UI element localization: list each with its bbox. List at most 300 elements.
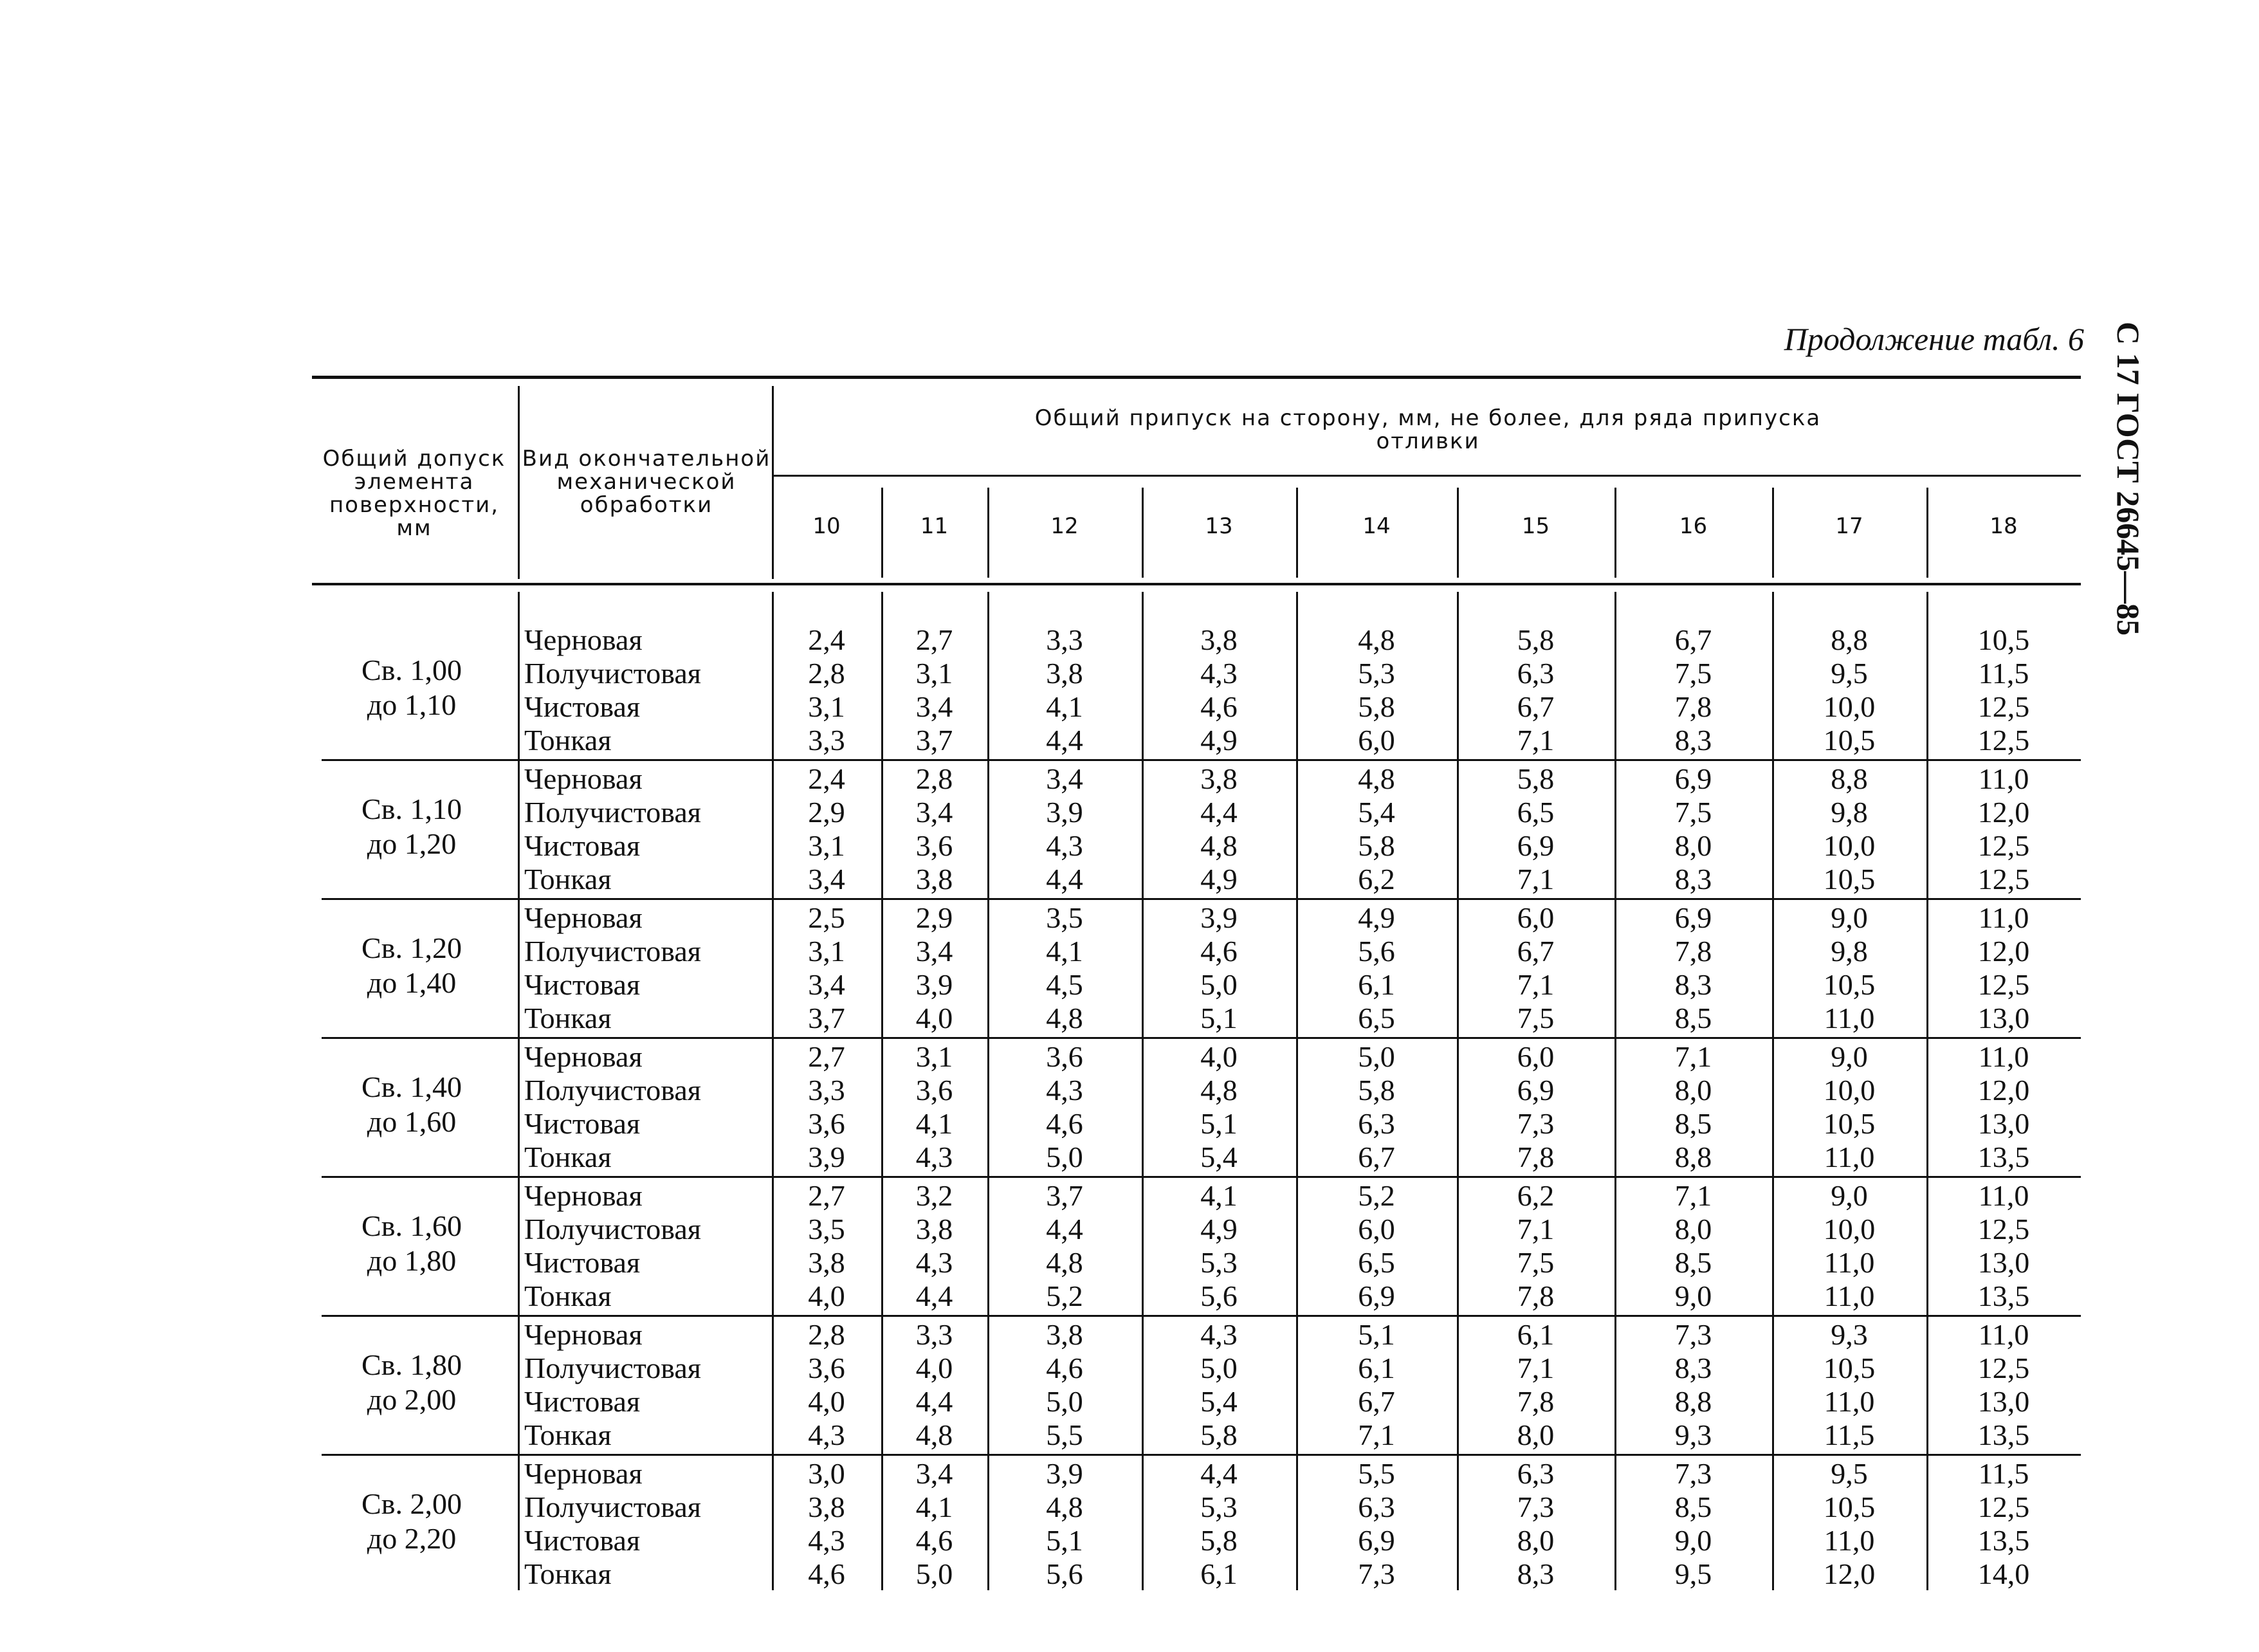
- allowance-value: 4,8: [1046, 1246, 1083, 1279]
- allowance-value: 3,4: [1046, 762, 1083, 795]
- allowance-value: 11,5: [1978, 1457, 2029, 1490]
- allowance-value: 6,5: [1358, 1246, 1395, 1279]
- header-series-number: 12: [1050, 513, 1079, 539]
- allowance-value: 3,9: [915, 968, 953, 1001]
- allowance-value: 3,4: [915, 935, 953, 968]
- header-divider-1: [518, 386, 520, 579]
- allowance-value: 6,5: [1517, 796, 1555, 829]
- allowance-value: 9,0: [1831, 901, 1868, 934]
- allowance-value: 6,7: [1358, 1385, 1395, 1418]
- allowance-value: 6,1: [1200, 1557, 1238, 1590]
- machining-type: Получистовая: [524, 796, 701, 829]
- allowance-value: 5,6: [1046, 1557, 1083, 1590]
- allowance-value: 7,1: [1517, 968, 1555, 1001]
- allowance-value: 3,6: [915, 1074, 953, 1106]
- allowance-value: 8,3: [1674, 724, 1712, 757]
- allowance-value: 3,8: [1200, 623, 1238, 656]
- allowance-value: 7,1: [1358, 1418, 1395, 1451]
- allowance-value: 11,0: [1824, 1524, 1875, 1557]
- allowance-value: 3,9: [1046, 1457, 1083, 1490]
- allowance-value: 8,0: [1674, 829, 1712, 862]
- allowance-value: 5,1: [1200, 1002, 1238, 1034]
- machining-type: Чистовая: [524, 829, 641, 862]
- allowance-value: 7,1: [1517, 1213, 1555, 1245]
- group-separator: [322, 1037, 2081, 1039]
- allowance-value: 5,4: [1358, 796, 1395, 829]
- allowance-value: 8,0: [1674, 1213, 1712, 1245]
- header-bottom-rule: [312, 583, 2081, 585]
- allowance-value: 7,3: [1517, 1107, 1555, 1140]
- allowance-value: 13,0: [1977, 1385, 2030, 1418]
- machining-type: Черновая: [524, 1457, 643, 1490]
- allowance-value: 14,0: [1977, 1557, 2030, 1590]
- allowance-value: 6,3: [1517, 1457, 1555, 1490]
- allowance-value: 7,5: [1674, 796, 1712, 829]
- allowance-value: 11,0: [1978, 762, 2029, 795]
- allowance-value: 8,0: [1517, 1524, 1555, 1557]
- allowance-value: 4,4: [1046, 863, 1083, 895]
- allowance-value: 2,5: [808, 901, 845, 934]
- allowance-value: 3,0: [808, 1457, 845, 1490]
- allowance-value: 7,8: [1517, 1141, 1555, 1173]
- allowance-value: 9,5: [1674, 1557, 1712, 1590]
- allowance-value: 4,8: [1200, 1074, 1238, 1106]
- allowance-value: 6,3: [1517, 657, 1555, 690]
- allowance-value: 8,8: [1831, 623, 1868, 656]
- allowance-value: 9,0: [1831, 1040, 1868, 1073]
- allowance-value: 3,6: [808, 1107, 845, 1140]
- group-separator: [322, 898, 2081, 900]
- allowance-value: 11,5: [1978, 657, 2029, 690]
- allowance-value: 13,5: [1977, 1418, 2030, 1451]
- allowance-value: 10,0: [1823, 1074, 1876, 1106]
- header-col2: Вид окончательной механической обработки: [522, 446, 771, 518]
- allowance-value: 8,0: [1517, 1418, 1555, 1451]
- group-range: Св. 1,40 до 1,60: [361, 1070, 462, 1138]
- allowance-value: 4,9: [1200, 863, 1238, 895]
- allowance-value: 4,6: [915, 1524, 953, 1557]
- allowance-value: 5,3: [1358, 657, 1395, 690]
- allowance-value: 12,0: [1977, 796, 2030, 829]
- allowance-value: 3,6: [1046, 1040, 1083, 1073]
- allowance-value: 5,5: [1358, 1457, 1395, 1490]
- header-span: Общий припуск на сторону, мм, не более, для ряда припуска отливки: [1034, 405, 1822, 454]
- machining-type: Получистовая: [524, 935, 701, 968]
- allowance-value: 7,1: [1517, 724, 1555, 757]
- header-series-number: 10: [812, 513, 841, 539]
- allowance-value: 7,3: [1674, 1318, 1712, 1351]
- group-range: Св. 1,20 до 1,40: [361, 932, 462, 999]
- allowance-value: 8,8: [1674, 1385, 1712, 1418]
- allowance-value: 5,3: [1200, 1491, 1238, 1523]
- allowance-value: 3,4: [808, 863, 845, 895]
- allowance-value: 4,6: [808, 1557, 845, 1590]
- allowance-value: 7,1: [1674, 1179, 1712, 1212]
- allowance-value: 4,4: [915, 1385, 953, 1418]
- header-span-rule: [772, 475, 2081, 477]
- machining-type: Черновая: [524, 901, 643, 934]
- allowance-value: 7,3: [1358, 1557, 1395, 1590]
- allowance-value: 3,8: [808, 1246, 845, 1279]
- allowance-value: 4,8: [1046, 1002, 1083, 1034]
- allowance-value: 4,3: [1046, 1074, 1083, 1106]
- allowance-value: 13,5: [1977, 1524, 2030, 1557]
- allowance-value: 7,5: [1517, 1246, 1555, 1279]
- allowance-value: 6,2: [1358, 863, 1395, 895]
- allowance-value: 6,1: [1358, 1352, 1395, 1384]
- machining-type: Чистовая: [524, 1385, 641, 1418]
- allowance-value: 6,9: [1517, 829, 1555, 862]
- allowance-value: 6,9: [1517, 1074, 1555, 1106]
- allowance-value: 4,5: [1046, 968, 1083, 1001]
- allowance-value: 3,3: [808, 724, 845, 757]
- allowance-value: 8,8: [1831, 762, 1868, 795]
- allowance-value: 7,3: [1517, 1491, 1555, 1523]
- machining-type: Тонкая: [524, 1141, 612, 1173]
- allowance-value: 4,0: [808, 1385, 845, 1418]
- allowance-value: 3,9: [1046, 796, 1083, 829]
- group-range: Св. 2,00 до 2,20: [361, 1487, 462, 1555]
- allowance-value: 4,0: [915, 1002, 953, 1034]
- allowance-value: 5,0: [1200, 968, 1238, 1001]
- allowance-value: 5,0: [1200, 1352, 1238, 1384]
- allowance-value: 3,4: [915, 690, 953, 723]
- allowance-value: 2,8: [808, 1318, 845, 1351]
- allowance-value: 12,0: [1823, 1557, 1876, 1590]
- table-caption: Продолжение табл. 6: [1784, 321, 2084, 357]
- allowance-value: 9,0: [1831, 1179, 1868, 1212]
- allowance-value: 4,8: [1358, 623, 1395, 656]
- allowance-value: 3,8: [1046, 657, 1083, 690]
- allowance-value: 13,0: [1977, 1002, 2030, 1034]
- machining-type: Тонкая: [524, 1557, 612, 1590]
- allowance-value: 5,6: [1200, 1280, 1238, 1312]
- allowance-value: 12,5: [1977, 724, 2030, 757]
- allowance-value: 4,3: [1200, 1318, 1238, 1351]
- allowance-value: 4,8: [1200, 829, 1238, 862]
- allowance-value: 3,6: [808, 1352, 845, 1384]
- machining-type: Получистовая: [524, 1352, 701, 1384]
- allowance-value: 3,1: [808, 829, 845, 862]
- allowance-value: 9,0: [1674, 1280, 1712, 1312]
- allowance-value: 7,1: [1517, 863, 1555, 895]
- group-separator: [322, 1454, 2081, 1456]
- allowance-value: 5,2: [1046, 1280, 1083, 1312]
- allowance-value: 9,5: [1831, 1457, 1868, 1490]
- allowance-value: 11,5: [1824, 1418, 1875, 1451]
- machining-type: Чистовая: [524, 1246, 641, 1279]
- allowance-value: 4,6: [1200, 690, 1238, 723]
- machining-type: Получистовая: [524, 1213, 701, 1245]
- allowance-value: 3,6: [915, 829, 953, 862]
- header-col1: Общий допуск элемента поверхности, мм: [322, 446, 506, 541]
- allowance-value: 5,2: [1358, 1179, 1395, 1212]
- allowance-value: 6,7: [1674, 623, 1712, 656]
- allowance-value: 10,0: [1823, 829, 1876, 862]
- allowance-value: 9,3: [1831, 1318, 1868, 1351]
- allowance-value: 2,4: [808, 623, 845, 656]
- allowance-value: 11,0: [1824, 1246, 1875, 1279]
- allowance-value: 6,9: [1358, 1524, 1395, 1557]
- allowance-value: 6,0: [1358, 724, 1395, 757]
- allowance-value: 7,8: [1517, 1385, 1555, 1418]
- allowance-value: 8,5: [1674, 1491, 1712, 1523]
- header-series-number: 14: [1362, 513, 1391, 539]
- allowance-value: 8,3: [1674, 1352, 1712, 1384]
- allowance-value: 11,0: [1978, 1179, 2029, 1212]
- allowance-value: 5,1: [1046, 1524, 1083, 1557]
- allowance-value: 12,5: [1977, 690, 2030, 723]
- allowance-value: 3,4: [915, 796, 953, 829]
- allowance-value: 4,4: [1200, 796, 1238, 829]
- allowance-value: 8,3: [1517, 1557, 1555, 1590]
- allowance-value: 5,4: [1200, 1385, 1238, 1418]
- allowance-value: 3,7: [808, 1002, 845, 1034]
- allowance-value: 3,1: [808, 690, 845, 723]
- allowance-value: 3,3: [915, 1318, 953, 1351]
- allowance-value: 2,7: [808, 1040, 845, 1073]
- allowance-value: 3,5: [808, 1213, 845, 1245]
- allowance-value: 6,0: [1358, 1213, 1395, 1245]
- allowance-value: 12,5: [1977, 829, 2030, 862]
- allowance-value: 6,7: [1517, 690, 1555, 723]
- allowance-value: 3,7: [915, 724, 953, 757]
- allowance-value: 5,6: [1358, 935, 1395, 968]
- allowance-value: 11,0: [1824, 1280, 1875, 1312]
- allowance-value: 2,7: [915, 623, 953, 656]
- machining-type: Тонкая: [524, 1280, 612, 1312]
- header-series-number: 17: [1835, 513, 1863, 539]
- header-series-number: 11: [920, 513, 949, 539]
- allowance-value: 7,1: [1674, 1040, 1712, 1073]
- allowance-value: 3,8: [915, 863, 953, 895]
- allowance-value: 8,5: [1674, 1107, 1712, 1140]
- allowance-value: 3,1: [915, 1040, 953, 1073]
- machining-type: Чистовая: [524, 968, 641, 1001]
- group-separator: [322, 1176, 2081, 1178]
- allowance-value: 6,5: [1358, 1002, 1395, 1034]
- allowance-value: 9,8: [1831, 796, 1868, 829]
- machining-type: Тонкая: [524, 1418, 612, 1451]
- machining-type: Чистовая: [524, 1107, 641, 1140]
- allowance-value: 5,5: [1046, 1418, 1083, 1451]
- allowance-value: 11,0: [1978, 1040, 2029, 1073]
- allowance-value: 13,0: [1977, 1246, 2030, 1279]
- allowance-value: 4,3: [808, 1524, 845, 1557]
- machining-type: Получистовая: [524, 657, 701, 690]
- machining-type: Получистовая: [524, 1074, 701, 1106]
- allowance-value: 3,2: [915, 1179, 953, 1212]
- allowance-value: 8,5: [1674, 1246, 1712, 1279]
- allowance-value: 6,1: [1358, 968, 1395, 1001]
- allowance-value: 7,3: [1674, 1457, 1712, 1490]
- allowance-value: 5,3: [1200, 1246, 1238, 1279]
- machining-type: Черновая: [524, 762, 643, 795]
- allowance-value: 10,5: [1823, 968, 1876, 1001]
- allowance-value: 9,0: [1674, 1524, 1712, 1557]
- allowance-value: 5,0: [915, 1557, 953, 1590]
- machining-type: Чистовая: [524, 1524, 641, 1557]
- allowance-value: 13,0: [1977, 1107, 2030, 1140]
- allowance-value: 5,8: [1200, 1418, 1238, 1451]
- allowance-value: 7,8: [1674, 690, 1712, 723]
- allowance-value: 10,5: [1823, 1107, 1876, 1140]
- document-code-label: С 17 ГОСТ 26645—85: [2110, 322, 2146, 636]
- allowance-value: 12,5: [1977, 968, 2030, 1001]
- allowance-value: 6,0: [1517, 901, 1555, 934]
- allowance-value: 5,8: [1517, 623, 1555, 656]
- allowance-value: 9,8: [1831, 935, 1868, 968]
- allowance-value: 2,9: [808, 796, 845, 829]
- allowance-value: 7,1: [1517, 1352, 1555, 1384]
- machining-type: Тонкая: [524, 724, 612, 757]
- group-range: Св. 1,10 до 1,20: [361, 793, 462, 860]
- allowance-value: 4,1: [915, 1491, 953, 1523]
- allowance-value: 4,8: [1358, 762, 1395, 795]
- allowance-value: 6,7: [1358, 1141, 1395, 1173]
- allowance-value: 2,4: [808, 762, 845, 795]
- allowance-value: 10,5: [1823, 724, 1876, 757]
- allowance-value: 4,1: [1200, 1179, 1238, 1212]
- machining-type: Тонкая: [524, 863, 612, 895]
- allowance-value: 4,4: [915, 1280, 953, 1312]
- allowance-value: 4,1: [1046, 935, 1083, 968]
- allowance-value: 4,3: [1046, 829, 1083, 862]
- allowance-value: 2,8: [915, 762, 953, 795]
- allowance-value: 5,8: [1358, 690, 1395, 723]
- body-divider-kind: [518, 592, 520, 1590]
- allowance-value: 6,9: [1674, 762, 1712, 795]
- allowance-value: 6,1: [1517, 1318, 1555, 1351]
- allowance-value: 4,9: [1200, 724, 1238, 757]
- allowance-value: 6,2: [1517, 1179, 1555, 1212]
- allowance-value: 10,5: [1977, 623, 2030, 656]
- allowance-value: 6,9: [1358, 1280, 1395, 1312]
- allowance-value: 4,8: [1046, 1491, 1083, 1523]
- allowance-value: 4,4: [1200, 1457, 1238, 1490]
- allowance-value: 4,6: [1046, 1107, 1083, 1140]
- allowance-value: 7,8: [1517, 1280, 1555, 1312]
- allowance-value: 4,8: [915, 1418, 953, 1451]
- allowance-value: 8,0: [1674, 1074, 1712, 1106]
- allowance-value: 12,5: [1977, 863, 2030, 895]
- machining-type: Получистовая: [524, 1491, 701, 1523]
- allowance-value: 3,8: [808, 1491, 845, 1523]
- allowance-value: 3,8: [1046, 1318, 1083, 1351]
- allowance-value: 10,0: [1823, 1213, 1876, 1245]
- machining-type: Черновая: [524, 1179, 643, 1212]
- allowance-value: 10,5: [1823, 1352, 1876, 1384]
- allowance-value: 5,1: [1358, 1318, 1395, 1351]
- allowance-value: 11,0: [1824, 1002, 1875, 1034]
- allowance-value: 4,1: [915, 1107, 953, 1140]
- allowance-value: 6,0: [1517, 1040, 1555, 1073]
- allowance-value: 11,0: [1978, 1318, 2029, 1351]
- machining-type: Черновая: [524, 623, 643, 656]
- allowance-value: 2,9: [915, 901, 953, 934]
- allowance-value: 12,5: [1977, 1352, 2030, 1384]
- allowance-value: 13,5: [1977, 1280, 2030, 1312]
- allowance-value: 6,9: [1674, 901, 1712, 934]
- allowance-value: 4,1: [1046, 690, 1083, 723]
- machining-type: Черновая: [524, 1318, 643, 1351]
- allowance-value: 4,3: [1200, 657, 1238, 690]
- allowance-value: 11,0: [1824, 1141, 1875, 1173]
- allowance-value: 12,0: [1977, 1074, 2030, 1106]
- allowance-value: 4,0: [915, 1352, 953, 1384]
- allowance-value: 4,3: [808, 1418, 845, 1451]
- allowance-value: 3,8: [915, 1213, 953, 1245]
- group-separator: [322, 1315, 2081, 1317]
- allowance-value: 4,3: [915, 1246, 953, 1279]
- header-series-number: 13: [1205, 513, 1233, 539]
- allowance-value: 3,1: [915, 657, 953, 690]
- allowance-value: 7,5: [1517, 1002, 1555, 1034]
- group-range: Св. 1,00 до 1,10: [361, 654, 462, 721]
- allowance-value: 4,6: [1046, 1352, 1083, 1384]
- allowance-value: 4,4: [1046, 1213, 1083, 1245]
- allowance-value: 8,8: [1674, 1141, 1712, 1173]
- allowance-value: 7,8: [1674, 935, 1712, 968]
- allowance-value: 4,3: [915, 1141, 953, 1173]
- allowance-value: 10,0: [1823, 690, 1876, 723]
- allowance-value: 2,7: [808, 1179, 845, 1212]
- allowance-value: 9,5: [1831, 657, 1868, 690]
- machining-type: Черновая: [524, 1040, 643, 1073]
- allowance-value: 3,5: [1046, 901, 1083, 934]
- allowance-value: 8,3: [1674, 968, 1712, 1001]
- allowance-value: 3,7: [1046, 1179, 1083, 1212]
- header-series-number: 16: [1679, 513, 1708, 539]
- allowance-value: 5,1: [1200, 1107, 1238, 1140]
- allowance-value: 4,0: [1200, 1040, 1238, 1073]
- group-range: Св. 1,60 до 1,80: [361, 1209, 462, 1277]
- allowance-value: 5,4: [1200, 1141, 1238, 1173]
- allowance-value: 5,8: [1358, 829, 1395, 862]
- group-range: Св. 1,80 до 2,00: [361, 1348, 462, 1416]
- allowance-value: 3,3: [808, 1074, 845, 1106]
- machining-type: Чистовая: [524, 690, 641, 723]
- allowance-value: 10,5: [1823, 863, 1876, 895]
- header-top-rule: [312, 376, 2081, 379]
- allowance-value: 2,8: [808, 657, 845, 690]
- header-divider-2: [772, 386, 774, 579]
- allowance-value: 11,0: [1978, 901, 2029, 934]
- allowance-value: 3,1: [808, 935, 845, 968]
- allowance-value: 3,4: [808, 968, 845, 1001]
- allowance-value: 3,8: [1200, 762, 1238, 795]
- allowance-value: 3,9: [1200, 901, 1238, 934]
- allowance-value: 4,9: [1358, 901, 1395, 934]
- allowance-value: 4,4: [1046, 724, 1083, 757]
- allowance-value: 11,0: [1824, 1385, 1875, 1418]
- allowance-value: 5,8: [1358, 1074, 1395, 1106]
- allowance-value: 12,5: [1977, 1491, 2030, 1523]
- allowance-value: 3,9: [808, 1141, 845, 1173]
- allowance-value: 12,5: [1977, 1213, 2030, 1245]
- allowance-value: 3,3: [1046, 623, 1083, 656]
- allowance-value: 10,5: [1823, 1491, 1876, 1523]
- allowance-value: 6,3: [1358, 1491, 1395, 1523]
- allowance-value: 4,6: [1200, 935, 1238, 968]
- group-separator: [322, 759, 2081, 761]
- allowance-value: 5,8: [1200, 1524, 1238, 1557]
- allowance-value: 4,0: [808, 1280, 845, 1312]
- allowance-value: 6,7: [1517, 935, 1555, 968]
- allowance-value: 5,0: [1358, 1040, 1395, 1073]
- allowance-value: 8,5: [1674, 1002, 1712, 1034]
- allowance-value: 13,5: [1977, 1141, 2030, 1173]
